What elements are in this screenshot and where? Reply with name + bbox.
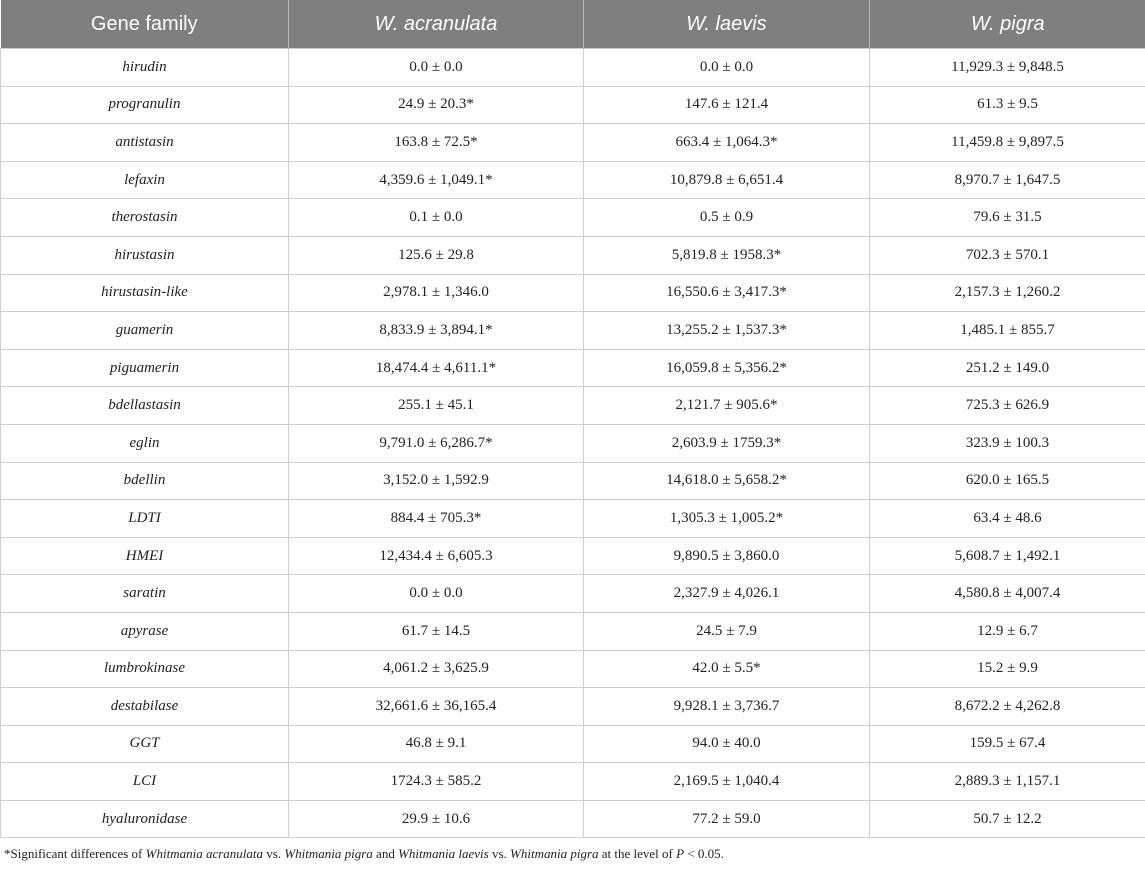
w-laevis-cell: 2,603.9 ± 1759.3* bbox=[584, 424, 870, 462]
gene-name-cell: progranulin bbox=[1, 86, 289, 124]
w-acranulata-cell: 0.1 ± 0.0 bbox=[289, 199, 584, 237]
w-pigra-cell: 2,889.3 ± 1,157.1 bbox=[870, 763, 1145, 801]
w-laevis-cell: 77.2 ± 59.0 bbox=[584, 800, 870, 838]
gene-name-cell: LDTI bbox=[1, 500, 289, 538]
gene-name-cell: hirustasin-like bbox=[1, 274, 289, 312]
w-laevis-cell: 2,121.7 ± 905.6* bbox=[584, 387, 870, 425]
w-laevis-cell: 2,327.9 ± 4,026.1 bbox=[584, 575, 870, 613]
gene-name-cell: therostasin bbox=[1, 199, 289, 237]
table-row bbox=[1, 575, 1145, 613]
w-acranulata-cell: 46.8 ± 9.1 bbox=[289, 725, 584, 763]
footnote-text: *Significant differences of bbox=[4, 846, 146, 862]
w-laevis-cell: 2,169.5 ± 1,040.4 bbox=[584, 763, 870, 801]
w-pigra-cell: 5,608.7 ± 1,492.1 bbox=[870, 537, 1145, 575]
footnote-species: Whitmania acranulata bbox=[145, 846, 263, 862]
w-acranulata-cell: 4,359.6 ± 1,049.1* bbox=[289, 161, 584, 199]
footnote-text: vs. bbox=[488, 846, 511, 862]
w-pigra-cell: 11,929.3 ± 9,848.5 bbox=[870, 49, 1145, 87]
gene-name-cell: hirudin bbox=[1, 49, 289, 87]
table-row bbox=[1, 86, 1145, 124]
header-w-pigra: W. pigra bbox=[870, 0, 1145, 49]
table-row bbox=[1, 274, 1145, 312]
w-acranulata-cell: 4,061.2 ± 3,625.9 bbox=[289, 650, 584, 688]
w-acranulata-cell: 0.0 ± 0.0 bbox=[289, 575, 584, 613]
table-row bbox=[1, 763, 1145, 801]
w-acranulata-cell: 255.1 ± 45.1 bbox=[289, 387, 584, 425]
w-pigra-cell: 1,485.1 ± 855.7 bbox=[870, 312, 1145, 350]
w-laevis-cell: 0.0 ± 0.0 bbox=[584, 49, 870, 87]
table-row bbox=[1, 500, 1145, 538]
w-laevis-cell: 10,879.8 ± 6,651.4 bbox=[584, 161, 870, 199]
w-pigra-cell: 725.3 ± 626.9 bbox=[870, 387, 1145, 425]
header-w-acranulata: W. acranulata bbox=[289, 0, 584, 49]
w-pigra-cell: 15.2 ± 9.9 bbox=[870, 650, 1145, 688]
w-laevis-cell: 663.4 ± 1,064.3* bbox=[584, 124, 870, 162]
gene-name-cell: HMEI bbox=[1, 537, 289, 575]
w-acranulata-cell: 8,833.9 ± 3,894.1* bbox=[289, 312, 584, 350]
w-laevis-cell: 1,305.3 ± 1,005.2* bbox=[584, 500, 870, 538]
w-acranulata-cell: 24.9 ± 20.3* bbox=[289, 86, 584, 124]
w-acranulata-cell: 1724.3 ± 585.2 bbox=[289, 763, 584, 801]
w-pigra-cell: 61.3 ± 9.5 bbox=[870, 86, 1145, 124]
w-acranulata-cell: 0.0 ± 0.0 bbox=[289, 49, 584, 87]
w-pigra-cell: 620.0 ± 165.5 bbox=[870, 462, 1145, 500]
gene-name-cell: saratin bbox=[1, 575, 289, 613]
w-pigra-cell: 4,580.8 ± 4,007.4 bbox=[870, 575, 1145, 613]
w-pigra-cell: 702.3 ± 570.1 bbox=[870, 236, 1145, 274]
w-pigra-cell: 251.2 ± 149.0 bbox=[870, 349, 1145, 387]
table-row bbox=[1, 612, 1145, 650]
w-laevis-cell: 9,890.5 ± 3,860.0 bbox=[584, 537, 870, 575]
footnote-text: and bbox=[372, 846, 399, 862]
footnote-species: Whitmania pigra bbox=[284, 846, 373, 862]
gene-name-cell: bdellin bbox=[1, 462, 289, 500]
gene-name-cell: hirustasin bbox=[1, 236, 289, 274]
header-gene-family: Gene family bbox=[1, 0, 289, 49]
footnote-species: Whitmania laevis bbox=[398, 846, 489, 862]
w-acranulata-cell: 125.6 ± 29.8 bbox=[289, 236, 584, 274]
gene-name-cell: LCI bbox=[1, 763, 289, 801]
footnote-species: Whitmania pigra bbox=[510, 846, 599, 862]
w-laevis-cell: 5,819.8 ± 1958.3* bbox=[584, 236, 870, 274]
w-laevis-cell: 13,255.2 ± 1,537.3* bbox=[584, 312, 870, 350]
table-row bbox=[1, 462, 1145, 500]
w-acranulata-cell: 18,474.4 ± 4,611.1* bbox=[289, 349, 584, 387]
w-laevis-cell: 16,550.6 ± 3,417.3* bbox=[584, 274, 870, 312]
gene-name-cell: apyrase bbox=[1, 612, 289, 650]
w-laevis-cell: 16,059.8 ± 5,356.2* bbox=[584, 349, 870, 387]
gene-name-cell: bdellastasin bbox=[1, 387, 289, 425]
w-acranulata-cell: 2,978.1 ± 1,346.0 bbox=[289, 274, 584, 312]
table-row bbox=[1, 800, 1145, 838]
footnote-text: < 0.05. bbox=[684, 846, 724, 862]
w-pigra-cell: 8,672.2 ± 4,262.8 bbox=[870, 688, 1145, 726]
table-row bbox=[1, 199, 1145, 237]
table-row bbox=[1, 537, 1145, 575]
w-laevis-cell: 94.0 ± 40.0 bbox=[584, 725, 870, 763]
w-pigra-cell: 63.4 ± 48.6 bbox=[870, 500, 1145, 538]
table-row bbox=[1, 387, 1145, 425]
gene-name-cell: hyaluronidase bbox=[1, 800, 289, 838]
w-acranulata-cell: 163.8 ± 72.5* bbox=[289, 124, 584, 162]
footnote-p-symbol: P bbox=[676, 846, 685, 862]
w-pigra-cell: 159.5 ± 67.4 bbox=[870, 725, 1145, 763]
w-acranulata-cell: 29.9 ± 10.6 bbox=[289, 800, 584, 838]
table-row bbox=[1, 236, 1145, 274]
table-row bbox=[1, 161, 1145, 199]
table-row bbox=[1, 650, 1145, 688]
w-laevis-cell: 24.5 ± 7.9 bbox=[584, 612, 870, 650]
w-pigra-cell: 50.7 ± 12.2 bbox=[870, 800, 1145, 838]
w-pigra-cell: 8,970.7 ± 1,647.5 bbox=[870, 161, 1145, 199]
w-pigra-cell: 12.9 ± 6.7 bbox=[870, 612, 1145, 650]
gene-name-cell: destabilase bbox=[1, 688, 289, 726]
header-row bbox=[1, 0, 1145, 49]
gene-name-cell: guamerin bbox=[1, 312, 289, 350]
table-row bbox=[1, 349, 1145, 387]
w-acranulata-cell: 884.4 ± 705.3* bbox=[289, 500, 584, 538]
table-row bbox=[1, 688, 1145, 726]
w-pigra-cell: 79.6 ± 31.5 bbox=[870, 199, 1145, 237]
gene-name-cell: piguamerin bbox=[1, 349, 289, 387]
w-laevis-cell: 0.5 ± 0.9 bbox=[584, 199, 870, 237]
header-w-laevis: W. laevis bbox=[584, 0, 870, 49]
w-laevis-cell: 14,618.0 ± 5,658.2* bbox=[584, 462, 870, 500]
footnote-text: vs. bbox=[263, 846, 285, 862]
gene-name-cell: lumbrokinase bbox=[1, 650, 289, 688]
footnote-text: at the level of bbox=[598, 846, 677, 862]
w-acranulata-cell: 32,661.6 ± 36,165.4 bbox=[289, 688, 584, 726]
w-acranulata-cell: 3,152.0 ± 1,592.9 bbox=[289, 462, 584, 500]
w-acranulata-cell: 61.7 ± 14.5 bbox=[289, 612, 584, 650]
w-laevis-cell: 42.0 ± 5.5* bbox=[584, 650, 870, 688]
w-laevis-cell: 147.6 ± 121.4 bbox=[584, 86, 870, 124]
table-row bbox=[1, 424, 1145, 462]
w-pigra-cell: 2,157.3 ± 1,260.2 bbox=[870, 274, 1145, 312]
gene-name-cell: antistasin bbox=[1, 124, 289, 162]
gene-name-cell: eglin bbox=[1, 424, 289, 462]
table-row bbox=[1, 124, 1145, 162]
w-laevis-cell: 9,928.1 ± 3,736.7 bbox=[584, 688, 870, 726]
table-row bbox=[1, 725, 1145, 763]
w-pigra-cell: 11,459.8 ± 9,897.5 bbox=[870, 124, 1145, 162]
gene-name-cell: lefaxin bbox=[1, 161, 289, 199]
table-row bbox=[1, 312, 1145, 350]
table-row bbox=[1, 49, 1145, 87]
footnote bbox=[0, 838, 1145, 862]
w-acranulata-cell: 9,791.0 ± 6,286.7* bbox=[289, 424, 584, 462]
w-acranulata-cell: 12,434.4 ± 6,605.3 bbox=[289, 537, 584, 575]
gene-name-cell: GGT bbox=[1, 725, 289, 763]
w-pigra-cell: 323.9 ± 100.3 bbox=[870, 424, 1145, 462]
